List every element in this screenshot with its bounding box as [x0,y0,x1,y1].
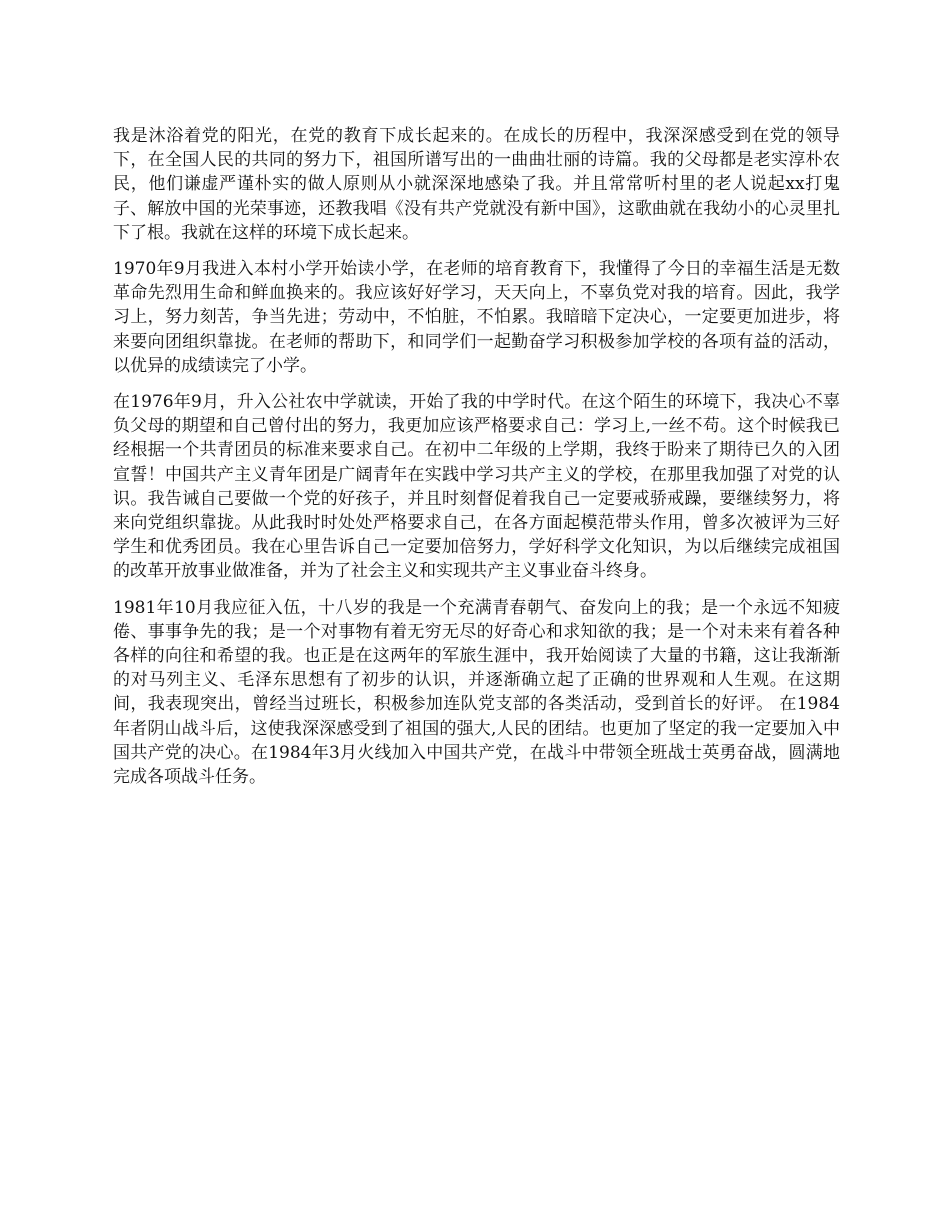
paragraph-4: 1981年10月我应征入伍，十八岁的我是一个充满青春朝气、奋发向上的我；是一个永远不知疲倦、事事争先的我；是一个对事物有着无穷无尽的好奇心和求知欲的我；是一个对未来有着各种各样的向往和希望的我。也正是在这两年的军旅生涯中，我开始阅读了大量的书籍，这让我渐渐的对马列主义、毛泽东思想有了初步的认识，并逐渐确立起了正确的世界观和人生观。在这期间，我表现突出，曾经当过班长，积极参加连队党支部的各类活动，受到首长的好评。 在1984年者阴山战斗后，这使我深深感受到了祖国的强大,人民的团结。也更加了坚定的我一定要加入中国共产党的决心。在1984年3月火线加入中国共产党，在战斗中带领全班战士英勇奋战，圆满地完成各项战斗任务。 [113,597,840,788]
document-body [113,124,840,801]
paragraph-2: 1970年9月我进入本村小学开始读小学，在老师的培育教育下，我懂得了今日的幸福生活是无数革命先烈用生命和鲜血换来的。我应该好好学习，天天向上，不辜负党对我的培育。因此，我学习上，努力刻苦，争当先进；劳动中，不怕脏，不怕累。我暗暗下定决心，一定要更加进步，将来要向团组织靠拢。在老师的帮助下，和同学们一起勤奋学习积极参加学校的各项有益的活动，以优异的成绩读完了小学。 [113,259,840,376]
paragraph-3: 在1976年9月，升入公社农中学就读，开始了我的中学时代。在这个陌生的环境下，我决心不辜负父母的期望和自己曾付出的努力，我更加应该严格要求自己：学习上,一丝不苟。这个时候我已经根据一个共青团员的标准来要求自己。在初中二年级的上学期，我终于盼来了期待已久的入团宣誓！中国共产主义青年团是广阔青年在实践中学习共产主义的学校，在那里我加强了对党的认识。我告诫自己要做一个党的好孩子，并且时刻督促着我自己一定要戒骄戒躁，要继续努力，将来向党组织靠拢。从此我时时处处严格要求自己，在各方面起模范带头作用，曾多次被评为三好学生和优秀团员。我在心里告诉自己一定要加倍努力，学好科学文化知识，为以后继续完成祖国的改革开放事业做准备，并为了社会主义和实现共产主义事业奋斗终身。 [113,392,840,582]
paragraph-1: 我是沐浴着党的阳光，在党的教育下成长起来的。在成长的历程中，我深深感受到在党的领导下，在全国人民的共同的努力下，祖国所谱写出的一曲曲壮丽的诗篇。我的父母都是老实淳朴农民，他们谦虚严谨朴实的做人原则从小就深深地感染了我。并且常常听村里的老人说起xx打鬼子、解放中国的光荣事迹，还教我唱《没有共产党就没有新中国》，这歌曲就在我幼小的心灵里扎下了根。我就在这样的环境下成长起来。 [113,126,840,243]
